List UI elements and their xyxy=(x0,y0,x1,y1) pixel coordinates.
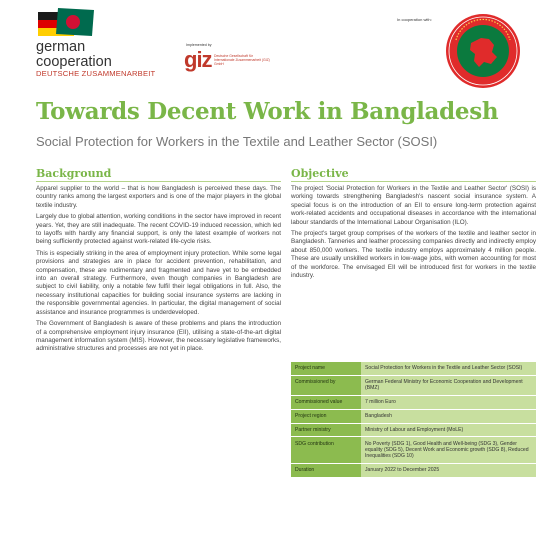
background-paragraph: Largely due to global attention, working conditions in the sector have improved in recent years. Yet, they are still inadequate. The recent COVID-19 induced recession, which led to layoffs with hardly any financial support, is only the latest example of workers not being sufficiently protected against work-related life-cycle risks. xyxy=(36,213,281,246)
table-row xyxy=(291,375,536,395)
objective-divider xyxy=(291,181,536,182)
project-info-table xyxy=(291,362,536,478)
row-value: No Poverty (SDG 1), Good Health and Well-being (SDG 3), Gender equality (SDG 5), Decent Work and Economic growth (SDG 8), Reduced Inequalities (SDG 10) xyxy=(361,437,536,464)
row-value: Social Protection for Workers in the Textile and Leather Sector (SOSI) xyxy=(361,362,536,375)
table-row xyxy=(291,437,536,464)
objective-text xyxy=(291,185,536,283)
background-paragraph: This is especially striking in the area of employment injury protection. While some legal provisions and strategies are in place for accident prevention, rehabilitation, and compensation, these are rudimentary and fragmented and have yet to be embedded into an overall strategy. Furthermore, even though companies in Bangladesh are subject to civil liability, only a notable few fulfil their legal obligations in full. Also, the necessary institutional capacities for building social insurance systems are lacking in the responsible governmental agencies. In particular, the digital management of social assistance and insurance programmes is underdeveloped. xyxy=(36,249,281,316)
table-row xyxy=(291,423,536,437)
background-paragraph: The Government of Bangladesh is aware of these problems and plans the introduction of a comprehensive employment injury insurance (EII), utilising a state-of-the-art digital management information system (MIS). However, the necessary legislative frameworks, administrative structures and processes are not yet in place. xyxy=(36,320,281,353)
row-key: Project region xyxy=(291,409,361,423)
row-key: Commissioned by xyxy=(291,375,361,395)
giz-fullname: Deutsche Gesellschaft für Internationale Zusammenarbeit (GIZ) GmbH xyxy=(214,54,270,67)
row-value: German Federal Ministry for Economic Cooperation and Development (BMZ) xyxy=(361,375,536,395)
objective-paragraph: The project's target group comprises of the workers of the textile and leather sector in Bangladesh. Tanneries and leather processing companies directly and indirectly employ about 850,000 workers. The textile industry employs approximately 4 million people. These are usually unskilled workers in low-wage jobs, with women accounting for most of the workforce. The envisaged EII will be introduced first for workers in the textile industry. xyxy=(291,230,536,280)
background-divider xyxy=(36,181,281,182)
bangladesh-government-seal-icon xyxy=(444,12,522,90)
german-cooperation-logo-text: german cooperation xyxy=(36,39,112,70)
page-title: Towards Decent Work in Bangladesh xyxy=(36,98,499,125)
table-row xyxy=(291,395,536,409)
cooperation-label: In cooperation with: xyxy=(397,17,432,22)
background-text xyxy=(36,185,281,357)
row-key: Partner ministry xyxy=(291,423,361,437)
giz-logo: giz xyxy=(184,47,212,72)
row-value: Ministry of Labour and Employment (MoLE) xyxy=(361,423,536,437)
row-key: Duration xyxy=(291,463,361,477)
page-header xyxy=(0,0,557,92)
table-row xyxy=(291,362,536,375)
row-value: 7 million Euro xyxy=(361,395,536,409)
objective-paragraph: The project 'Social Protection for Workers in the Textile and Leather Sector' (SOSI) is working towards strengthening Bangladesh's nascent social insurance system. A special focus is on the introduction of an EII to ensure long-term protection against work-related accidents and occupational diseases in accordance with the international labour standards of the International Labour Organisation (ILO). xyxy=(291,185,536,226)
table-row xyxy=(291,463,536,477)
page-subtitle: Social Protection for Workers in the Textile and Leather Sector (SOSI) xyxy=(36,134,438,149)
objective-heading: Objective xyxy=(291,167,349,180)
table-row xyxy=(291,409,536,423)
row-value: January 2022 to December 2025 xyxy=(361,463,536,477)
row-key: SDG contribution xyxy=(291,437,361,464)
row-key: Commissioned value xyxy=(291,395,361,409)
background-paragraph: Apparel supplier to the world – that is how Bangladesh is perceived these days. The country ranks among the largest exporters and is one of the major players in the global textile industry. xyxy=(36,185,281,209)
implemented-by-label: Implemented by xyxy=(186,43,212,47)
row-key: Project name xyxy=(291,362,361,375)
deutsche-zusammenarbeit-label: DEUTSCHE ZUSAMMENARBEIT xyxy=(36,69,156,78)
background-heading: Background xyxy=(36,167,112,180)
row-value: Bangladesh xyxy=(361,409,536,423)
